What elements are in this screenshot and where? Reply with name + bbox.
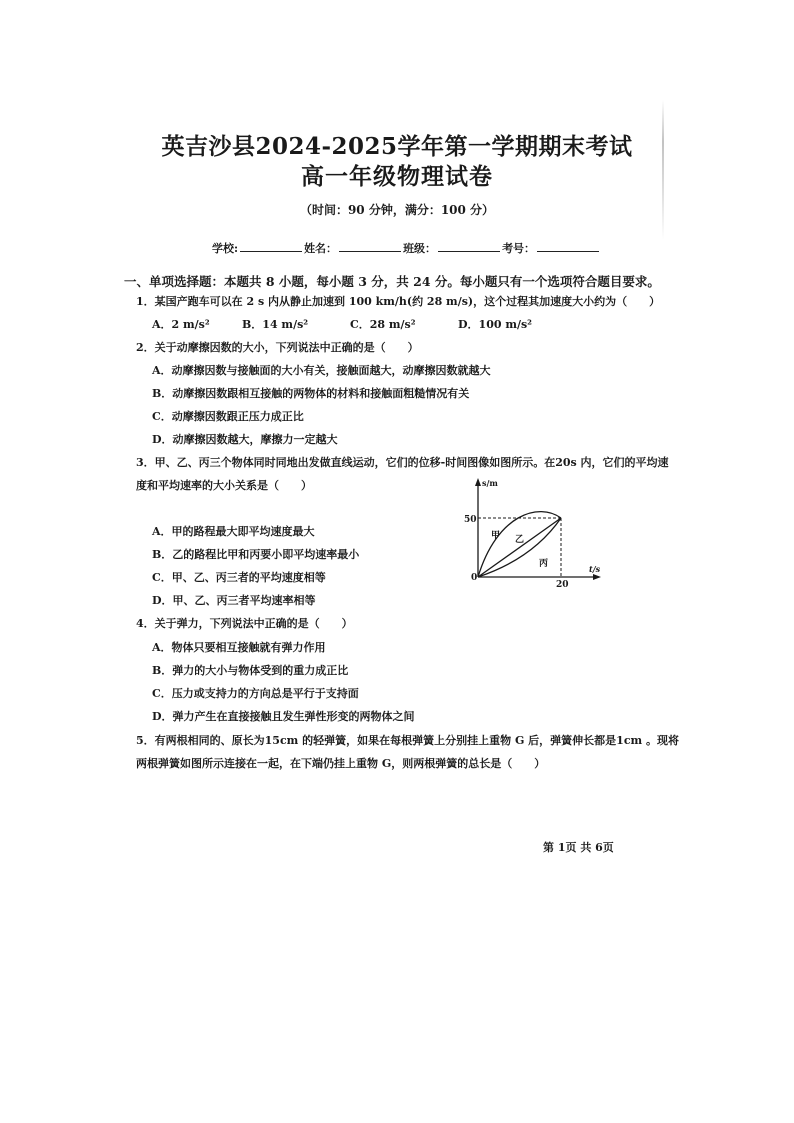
q2-option-a: A．动摩擦因数与接触面的大小有关，接触面越大，动摩擦因数就越大 — [152, 364, 491, 377]
graph-y-tick: 50 — [464, 515, 477, 525]
graph-y-arrow — [475, 478, 481, 486]
graph-label-yi: 乙 — [515, 535, 525, 545]
exam-subtitle: 高一年级物理试卷 — [301, 163, 493, 190]
q4-option-b: B．弹力的大小与物体受到的重力成正比 — [152, 664, 349, 677]
q2-option-d: D．动摩擦因数越大，摩擦力一定越大 — [152, 433, 338, 446]
q3-option-a: A．甲的路程最大即平均速度最大 — [152, 525, 315, 538]
exam-no-blank[interactable] — [537, 241, 599, 252]
q4-option-c: C．压力或支持力的方向总是平行于支持面 — [152, 687, 359, 700]
student-info-row — [212, 240, 601, 256]
name-blank[interactable] — [339, 241, 401, 252]
class-blank[interactable] — [438, 241, 500, 252]
q3-option-c: C．甲、乙、丙三者的平均速度相等 — [152, 571, 326, 584]
q4-option-a: A．物体只要相互接触就有弹力作用 — [152, 641, 326, 654]
graph-x-label: t/s — [589, 564, 601, 574]
exam-title: 英吉沙县2024-2025学年第一学期期末考试 — [161, 133, 633, 160]
school-blank[interactable] — [240, 241, 302, 252]
q4-stem: 4．关于弹力，下列说法中正确的是（ ） — [136, 617, 353, 630]
q3-position-time-graph — [455, 474, 615, 594]
class-label: 班级： — [403, 242, 437, 255]
q3-option-b: B．乙的路程比甲和丙要小即平均速率最小 — [152, 548, 360, 561]
graph-origin: 0 — [471, 573, 478, 583]
q1-stem: 1．某国产跑车可以在 2 s 内从静止加速到 100 km/h(约 28 m/s)，这个过程其加速度大小约为（ ） — [136, 295, 661, 308]
school-label: 学校: — [212, 242, 239, 255]
graph-label-bing: 丙 — [539, 559, 549, 569]
q3-stem-line1: 3．甲、乙、丙三个物体同时同地出发做直线运动，它们的位移-时间图像如图所示。在20s 内，它们的平均速 — [136, 456, 669, 469]
q1-option-d: D．100 m/s² — [458, 318, 532, 331]
exam-no-label: 考号： — [502, 242, 536, 255]
q1-option-c: C．28 m/s² — [350, 318, 416, 331]
page-footer: 第 1页 共 6页 — [543, 841, 614, 854]
q5-stem-line2: 两根弹簧如图所示连接在一起，在下端仍挂上重物 G，则两根弹簧的总长是（ ） — [136, 757, 546, 770]
section-heading: 一、单项选择题：本题共 8 小题，每小题 3 分，共 24 分。每小题只有一个选项符合题目要求。 — [124, 274, 660, 289]
q2-option-b: B．动摩擦因数跟相互接触的两物体的材料和接触面粗糙情况有关 — [152, 387, 470, 400]
graph-x-tick: 20 — [556, 580, 569, 590]
q2-option-c: C．动摩擦因数跟正压力成正比 — [152, 410, 304, 423]
graph-label-jia: 甲 — [491, 531, 501, 541]
name-label: 姓名： — [304, 242, 338, 255]
q1-option-b: B．14 m/s² — [242, 318, 309, 331]
q3-option-d: D．甲、乙、丙三者平均速率相等 — [152, 594, 316, 607]
graph-x-arrow — [593, 574, 601, 580]
q2-stem: 2．关于动摩擦因数的大小，下列说法中正确的是（ ） — [136, 341, 419, 354]
q5-stem-line1: 5．有两根相同的、原长为15cm 的轻弹簧，如果在每根弹簧上分别挂上重物 G 后，弹簧伸长都是1cm 。现将 — [136, 734, 679, 747]
q3-stem-line2: 度和平均速率的大小关系是（ ） — [136, 479, 312, 492]
graph-y-label: s/m — [482, 478, 498, 488]
time-info: （时间：90 分钟，满分：100 分） — [299, 203, 495, 217]
q4-option-d: D．弹力产生在直接接触且发生弹性形变的两物体之间 — [152, 710, 415, 723]
q1-option-a: A．2 m/s² — [152, 318, 210, 331]
